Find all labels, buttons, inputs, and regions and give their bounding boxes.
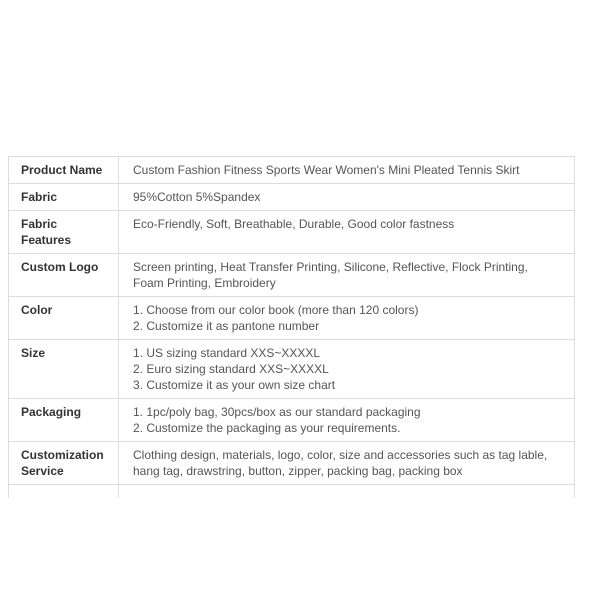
table-row-color: [8, 297, 575, 340]
row-label: Fabric Features: [9, 211, 119, 253]
table-row-packaging: [8, 399, 575, 442]
value-line: 2. Euro sizing standard XXS~XXXXL: [133, 362, 329, 376]
value-line: 95%Cotton 5%Spandex: [133, 190, 261, 204]
row-label: Color: [9, 297, 119, 339]
value-line: 1. US sizing standard XXS~XXXXL: [133, 346, 321, 360]
row-label: Packaging: [9, 399, 119, 441]
row-label: Customization Service: [9, 442, 119, 484]
value-line: Screen printing, Heat Transfer Printing, Silicone, Reflective, Flock Printing, Foam Printing, Embroidery: [133, 260, 528, 290]
value-line: Eco-Friendly, Soft, Breathable, Durable, Good color fastness: [133, 217, 455, 231]
row-value: [119, 399, 574, 441]
table-row-size: [8, 340, 575, 399]
table-row-partial-cutoff: [8, 485, 575, 498]
row-label: Product Name: [9, 157, 119, 183]
product-spec-table: [8, 156, 575, 498]
table-row-custom-logo: [8, 254, 575, 297]
row-value: [119, 157, 574, 183]
row-value: [119, 254, 574, 296]
table-row-fabric-features: [8, 211, 575, 254]
row-label: Size: [9, 340, 119, 398]
row-value: [119, 442, 574, 484]
table-row-product-name: [8, 157, 575, 184]
row-value: [119, 340, 574, 398]
row-value: [119, 211, 574, 253]
table-row-fabric: [8, 184, 575, 211]
row-value: [119, 297, 574, 339]
value-line: 1. 1pc/poly bag, 30pcs/box as our standard packaging: [133, 405, 421, 419]
row-label: Custom Logo: [9, 254, 119, 296]
row-label: [9, 485, 119, 498]
value-line: 2. Customize it as pantone number: [133, 319, 320, 333]
value-line: 1. Choose from our color book (more than 120 colors): [133, 303, 419, 317]
value-line: 3. Customize it as your own size chart: [133, 378, 336, 392]
value-line: Clothing design, materials, logo, color, size and accessories such as tag lable, hang tag, drawstring, button, zipper, packing bag, packing box: [133, 448, 548, 478]
row-value: [119, 485, 574, 498]
table-row-customization-service: [8, 442, 575, 485]
row-label: Fabric: [9, 184, 119, 210]
value-line: Custom Fashion Fitness Sports Wear Women's Mini Pleated Tennis Skirt: [133, 163, 520, 177]
value-line: 2. Customize the packaging as your requirements.: [133, 421, 401, 435]
row-value: [119, 184, 574, 210]
